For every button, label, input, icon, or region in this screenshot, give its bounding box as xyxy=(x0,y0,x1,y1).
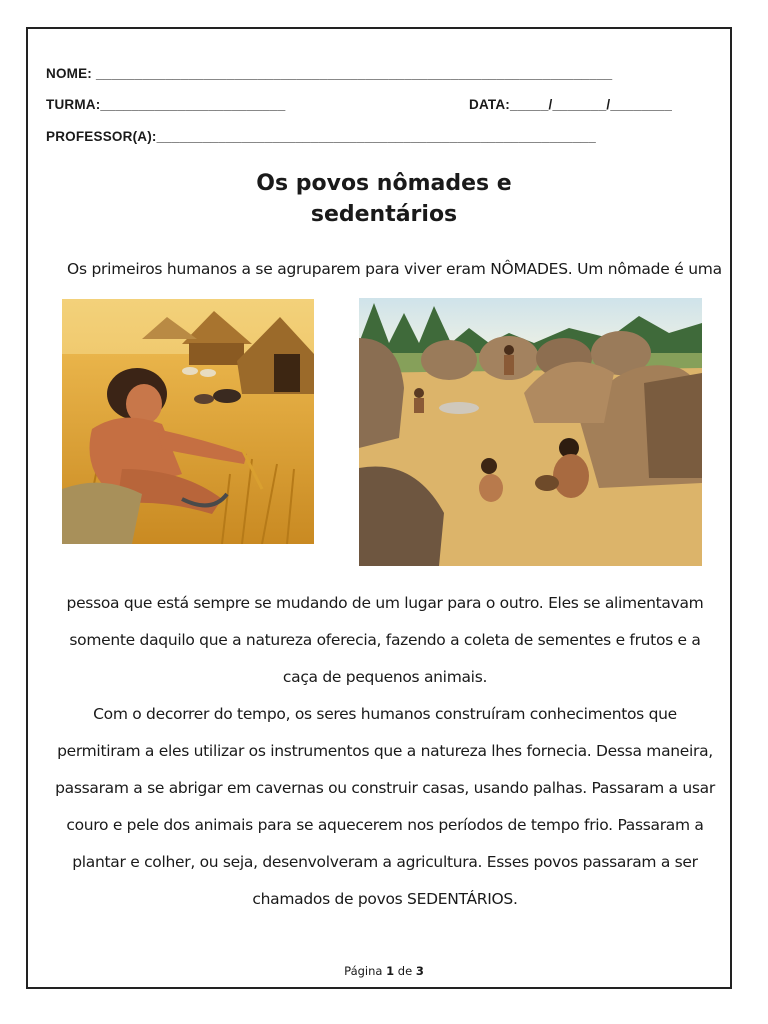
page-title xyxy=(0,168,768,230)
footer-page-word: Página xyxy=(344,964,383,978)
footer-total-pages: 3 xyxy=(415,964,424,978)
footer-current-page: 1 xyxy=(386,964,395,978)
teacher-field-label: PROFESSOR(A):_________________________________________________________ xyxy=(46,129,596,144)
farmer-harvest-illustration xyxy=(62,299,314,544)
nomad-camp-illustration xyxy=(359,298,702,566)
date-field-label: DATA:_____/_______/________ xyxy=(469,97,673,112)
title-line-1: Os povos nômades e xyxy=(256,171,512,196)
page-footer xyxy=(0,964,768,978)
intro-text: Os primeiros humanos a se agruparem para viver eram NÔMADES. Um nômade é uma xyxy=(67,260,722,278)
footer-of-word: de xyxy=(397,964,413,978)
title-line-2: sedentários xyxy=(310,202,458,227)
body-text xyxy=(50,585,720,918)
paragraph-2: Com o decorrer do tempo, os seres humanos construíram conhecimentos que permitiram a eles utilizar os instrumentos que a natureza lhes fornecia. Dessa maneira, passaram a se abrigar em cavernas ou construir casas, usando palhas. Passaram a usar couro e pele dos animais para se aquecerem nos períodos de tempo frio. Passaram a plantar e colher, ou seja, desenvolveram a agricultura. Esses povos passaram a ser chamados de povos SEDENTÁRIOS. xyxy=(55,705,715,908)
name-field-label: NOME: ___________________________________________________________________ xyxy=(46,66,613,81)
paragraph-1: pessoa que está sempre se mudando de um lugar para o outro. Eles se alimentavam somente daquilo que a natureza oferecia, fazendo a coleta de sementes e frutos e a caça de pequenos animais. xyxy=(66,594,704,686)
class-field-label: TURMA:________________________ xyxy=(46,97,286,112)
